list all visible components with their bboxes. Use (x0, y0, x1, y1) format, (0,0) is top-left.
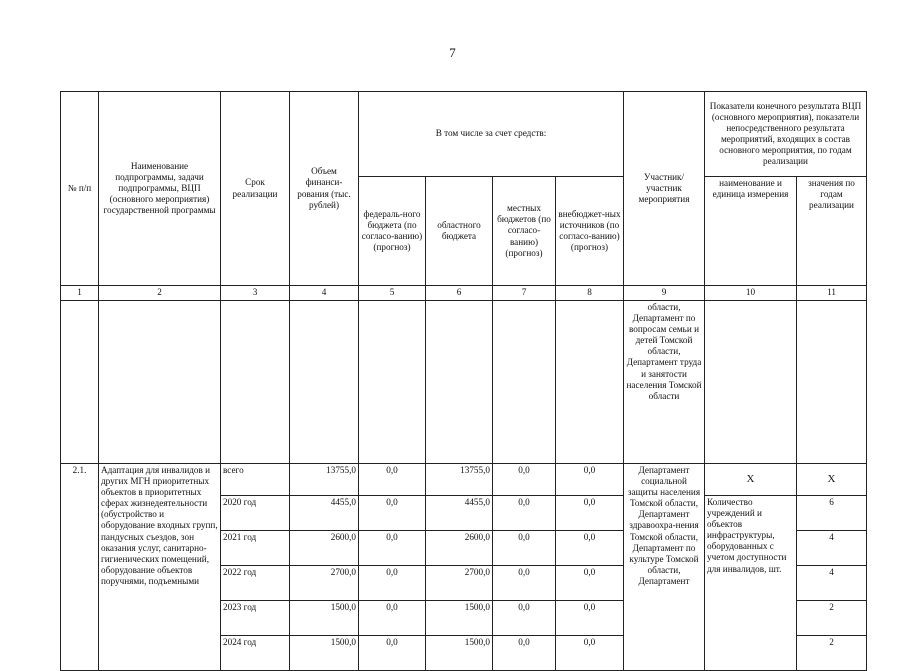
regional-cell: 2700,0 (426, 566, 493, 601)
period-cell: всего (221, 464, 290, 496)
regional-cell: 4455,0 (426, 496, 493, 531)
regional-cell: 1500,0 (426, 636, 493, 671)
empty-cell (99, 301, 221, 464)
column-number: 11 (797, 286, 867, 301)
column-number: 1 (61, 286, 99, 301)
extra-cell: 0,0 (556, 601, 624, 636)
empty-cell (493, 301, 556, 464)
item-name: Адаптация для инвалидов и других МГН приоритетных объектов в приоритетных сферах жизнедеятельности (обустройство и оборудование входных групп, пандусных съездов, зон оказания услуг, санитарно-гигиенических помещений, оборудование объектов поручнями, подъемными (99, 464, 221, 671)
local-cell: 0,0 (493, 496, 556, 531)
header-col10: наименование и единица измерения (705, 177, 797, 286)
header-col1: № п/п (61, 92, 99, 286)
header-col2: Наименование подпрограммы, задачи подпрограммы, ВЦП (основного мероприятия) государственной программы (99, 92, 221, 286)
local-cell: 0,0 (493, 531, 556, 566)
header-group-indicators: Показатели конечного результата ВЦП (основного мероприятия), показатели непосредственного результата мероприятий, входящих в состав основного мероприятия, по годам реализации (705, 92, 867, 177)
column-number: 8 (556, 286, 624, 301)
empty-cell (797, 301, 867, 464)
column-number: 9 (624, 286, 705, 301)
header-col9: Участник/ участник мероприятия (624, 92, 705, 286)
extra-cell: 0,0 (556, 566, 624, 601)
volume-cell: 2700,0 (290, 566, 359, 601)
table-row (61, 464, 867, 496)
period-cell: 2022 год (221, 566, 290, 601)
header-col11: значения по годам реализации (797, 177, 867, 286)
empty-cell (290, 301, 359, 464)
empty-cell (705, 301, 797, 464)
federal-cell: 0,0 (359, 464, 426, 496)
extra-cell: 0,0 (556, 496, 624, 531)
empty-cell (221, 301, 290, 464)
header-group-funding: В том числе за счет средств: (359, 92, 624, 177)
volume-cell: 1500,0 (290, 636, 359, 671)
local-cell: 0,0 (493, 601, 556, 636)
period-cell: 2023 год (221, 601, 290, 636)
indicator-value: 4 (797, 566, 867, 601)
volume-cell: 13755,0 (290, 464, 359, 496)
participant-cell: Департамент социальной защиты населения Томской области, Департамент здравоохра-нения Томской области, Департамент по культуре Томской области, Департамент (624, 464, 705, 671)
indicator-name-total: Х (705, 464, 797, 496)
federal-cell: 0,0 (359, 636, 426, 671)
indicator-value-total: Х (797, 464, 867, 496)
volume-cell: 1500,0 (290, 601, 359, 636)
volume-cell: 2600,0 (290, 531, 359, 566)
local-cell: 0,0 (493, 636, 556, 671)
extra-cell: 0,0 (556, 464, 624, 496)
column-number: 3 (221, 286, 290, 301)
indicator-value: 6 (797, 496, 867, 531)
volume-cell: 4455,0 (290, 496, 359, 531)
header-row-1 (61, 92, 867, 177)
column-numbers-row (61, 286, 867, 301)
period-cell: 2020 год (221, 496, 290, 531)
empty-cell (61, 301, 99, 464)
empty-cell (556, 301, 624, 464)
extra-cell: 0,0 (556, 531, 624, 566)
continuation-participant: области, Департамент по вопросам семьи и детей Томской области, Департамент труда и занятости населения Томской области (624, 301, 705, 464)
header-col7: местных бюджетов (по согласо-ванию) (прогноз) (493, 177, 556, 286)
extra-cell: 0,0 (556, 636, 624, 671)
header-col8: внебюджет-ных источников (по согласо-ванию) (прогноз) (556, 177, 624, 286)
federal-cell: 0,0 (359, 531, 426, 566)
item-number: 2.1. (61, 464, 99, 671)
empty-cell (426, 301, 493, 464)
period-cell: 2021 год (221, 531, 290, 566)
regional-cell: 2600,0 (426, 531, 493, 566)
column-number: 4 (290, 286, 359, 301)
local-cell: 0,0 (493, 464, 556, 496)
program-table (60, 91, 867, 671)
indicator-name: Количество учреждений и объектов инфраструктуры, оборудованных с учетом доступности для инвалидов, шт. (705, 496, 797, 671)
column-number: 7 (493, 286, 556, 301)
column-number: 2 (99, 286, 221, 301)
header-col3: Срок реализации (221, 92, 290, 286)
regional-cell: 1500,0 (426, 601, 493, 636)
local-cell: 0,0 (493, 566, 556, 601)
federal-cell: 0,0 (359, 496, 426, 531)
federal-cell: 0,0 (359, 566, 426, 601)
federal-cell: 0,0 (359, 601, 426, 636)
period-cell: 2024 год (221, 636, 290, 671)
regional-cell: 13755,0 (426, 464, 493, 496)
column-number: 10 (705, 286, 797, 301)
column-number: 6 (426, 286, 493, 301)
header-col4: Объем финанси-рования (тыс. рублей) (290, 92, 359, 286)
indicator-value: 2 (797, 601, 867, 636)
indicator-value: 2 (797, 636, 867, 671)
header-col5: федераль-ного бюджета (по согласо-ванию) (прогноз) (359, 177, 426, 286)
continuation-row (61, 301, 867, 464)
indicator-value: 4 (797, 531, 867, 566)
column-number: 5 (359, 286, 426, 301)
page-number: 7 (449, 45, 456, 60)
header-col6: областного бюджета (426, 177, 493, 286)
empty-cell (359, 301, 426, 464)
